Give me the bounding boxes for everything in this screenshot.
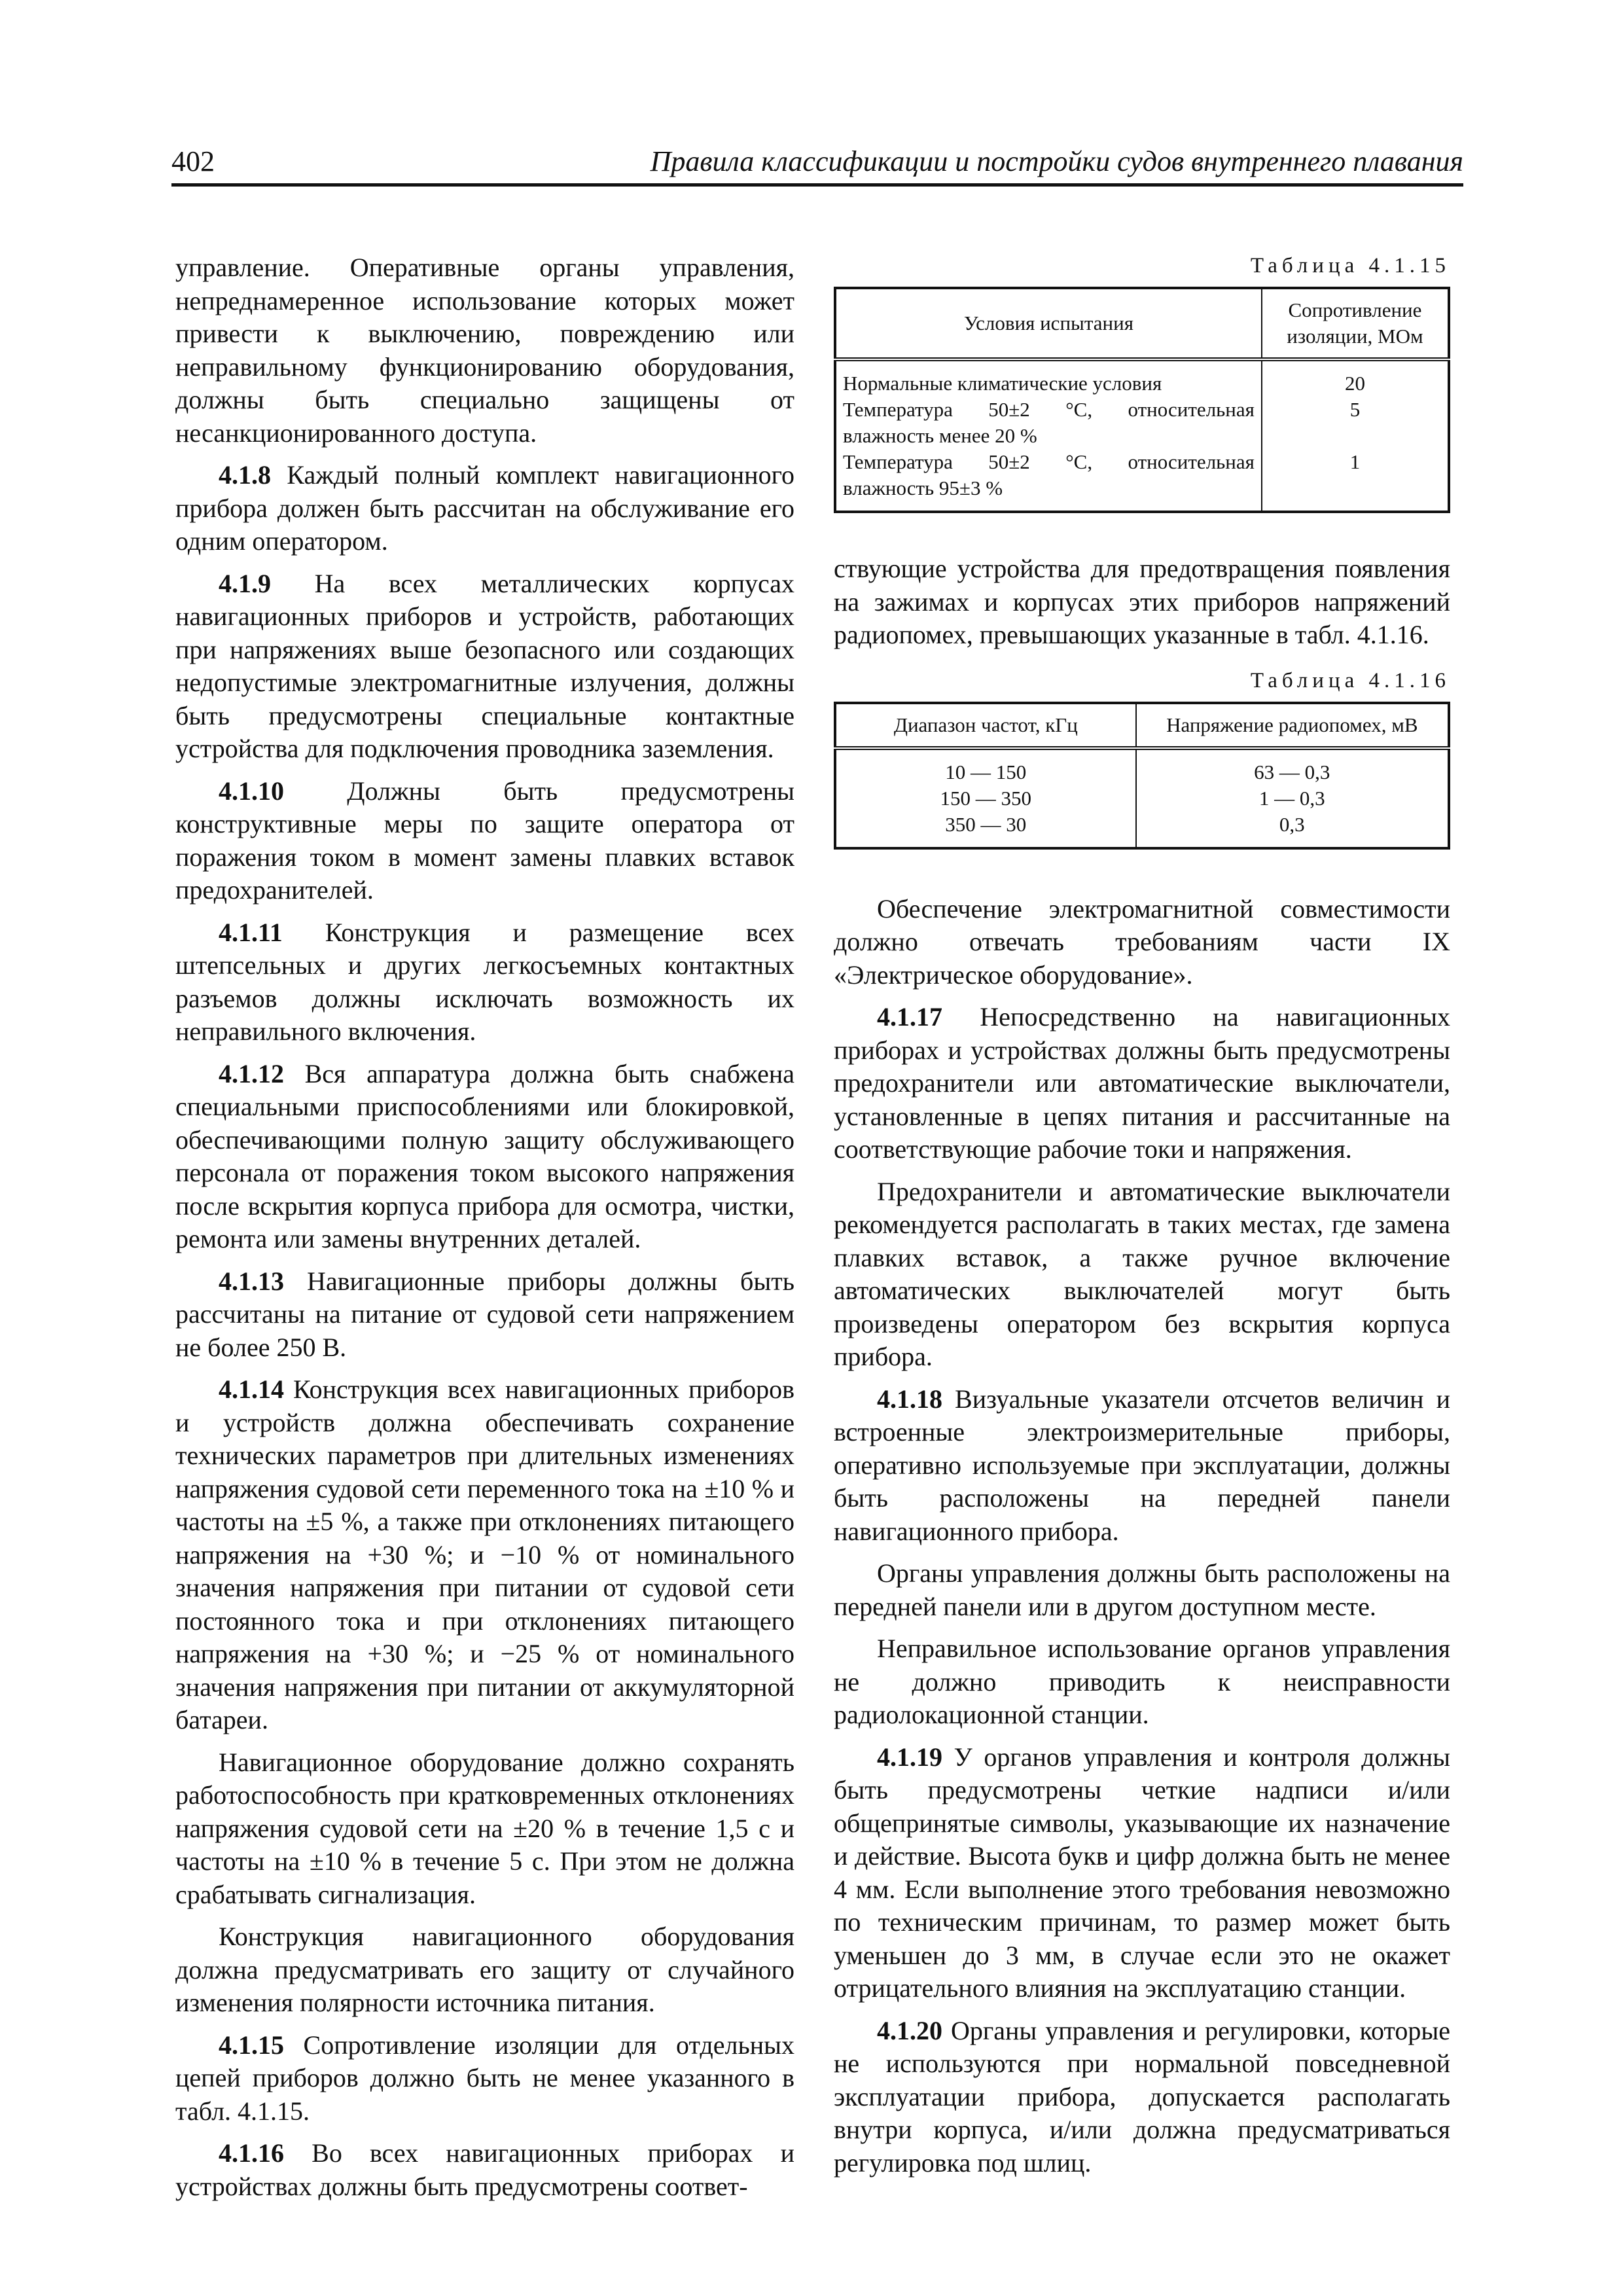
paragraph-4-1-18: 4.1.18 Визуальные указатели отсчетов величин и встроенные электроизмерительные приборы, оперативно используемые при эксплуатации, должны быть расположены на передней панели навигационного прибора. <box>834 1384 1450 1546</box>
table-caption: Таблица 4.1.16 <box>1250 668 1450 692</box>
radio-interference-table <box>834 702 1450 850</box>
paragraph-continuation: управление. Оперативные органы управления, непреднамеренное использование которых может привести к выключению, повреждению или неправильному функционированию оборудования, должны быть специально защищены от несанкционированного доступа. <box>175 253 794 448</box>
paragraph-4-1-8: 4.1.8 Каждый полный комплект навигационного прибора должен быть рассчитан на обслуживание его одним оператором. <box>175 460 794 556</box>
table-row: 10 — 150 63 — 0,3 <box>835 748 1449 785</box>
left-column <box>175 251 794 2203</box>
paragraph-4-1-14-b: Навигационное оборудование должно сохранять работоспособность при кратковременных отклонениях напряжения судовой сети на ±20 % в течение 1,5 с и частоты на ±10 % в течение 5 с. При этом не должна срабатывать сигнализация. <box>175 1747 794 1909</box>
clause-number: 4.1.9 <box>219 568 271 598</box>
clause-number: 4.1.10 <box>219 776 284 806</box>
right-column <box>834 251 1450 2179</box>
paragraph-4-1-14: 4.1.14 Конструкция всех навигационных приборов и устройств должна обеспечивать сохранение технических параметров при длительных изменениях напряжения судовой сети переменного тока на ±10 % и частоты на ±5 %, а также при отклонениях питающего напряжения на +30 %; и −10 % от номинального значения напряжения при питании от судовой сети постоянного тока и при отклонениях питающего напряжения на +30 %; и −25 % от номинального значения напряжения при питании от аккумуляторной батареи. <box>175 1374 794 1734</box>
paragraph-4-1-12: 4.1.12 Вся аппаратура должна быть снабжена специальными приспособлениями или блокировкой, обеспечивающими полную защиту обслуживающего персонала от поражения током высокого напряжения после вскрытия корпуса прибора для осмотра, чистки, ремонта или замены внутренних деталей. <box>175 1058 794 1253</box>
table-header-resistance: Сопротивление изоляции, МОм <box>1262 288 1449 359</box>
paragraph-4-1-13: 4.1.13 Навигационные приборы должны быть рассчитаны на питание от судовой сети напряжением не более 250 В. <box>175 1266 794 1362</box>
paragraph-emc: Обеспечение электромагнитной совместимости должно отвечать требованиям части IX «Электрическое оборудование». <box>834 893 1450 990</box>
insulation-resistance-table <box>834 287 1450 513</box>
clause-number: 4.1.11 <box>219 917 283 947</box>
clause-number: 4.1.12 <box>219 1058 284 1088</box>
clause-number: 4.1.18 <box>877 1384 942 1414</box>
paragraph-4-1-16: 4.1.16 Во всех навигационных приборах и устройствах должны быть предусмотрены соответ- <box>175 2138 794 2201</box>
paragraph-4-1-19: 4.1.19 У органов управления и контроля должны быть предусмотрены четкие надписи и/или общепринятые символы, указывающие их назначение и действие. Высота букв и цифр должна быть не менее 4 мм. Если выполнение этого требования невозможно по техническим причинам, то размер может быть уменьшен до 3 мм, в случае если это не окажет отрицательного влияния на эксплуатацию станции. <box>834 1742 1450 2003</box>
clause-number: 4.1.8 <box>219 460 271 490</box>
paragraph-4-1-20: 4.1.20 Органы управления и регулировки, которые не используются при нормальной повседневной эксплуатации прибора, допускается располагать внутри корпуса, и/или должна предусматриваться регулировка под шлиц. <box>834 2015 1450 2178</box>
table-row: 350 — 30 0,3 <box>835 812 1449 848</box>
table-row: Температура 50±2 °С, относительная влажность менее 20 % 5 <box>835 397 1449 449</box>
paragraph-4-1-11: 4.1.11 Конструкция и размещение всех штепсельных и других легкосъемных контактных разъемов должны исключать возможность их неправильного включения. <box>175 917 794 1046</box>
page-header <box>171 144 1463 187</box>
clause-number: 4.1.19 <box>877 1742 942 1772</box>
paragraph-4-1-17: 4.1.17 Непосредственно на навигационных приборах и устройствах должны быть предусмотрены предохранители или автоматические выключатели, установленные в цепях питания и рассчитанные на соответствующие рабочие токи и напряжения. <box>834 1002 1450 1164</box>
paragraph-4-1-16-continued: ствующие устройства для предотвращения появления на зажимах и корпусах этих приборов напряжений радиопомех, превышающих указанные в табл. 4.1.16. <box>834 554 1450 649</box>
table-header-voltage: Напряжение радиопомех, мВ <box>1136 703 1449 748</box>
running-title: Правила классификации и постройки судов внутреннего плавания <box>650 145 1463 177</box>
table-header-frequency: Диапазон частот, кГц <box>835 703 1136 748</box>
table-row: 150 — 350 1 — 0,3 <box>835 785 1449 812</box>
table-header-conditions: Условия испытания <box>835 288 1262 359</box>
paragraph-4-1-9: 4.1.9 На всех металлических корпусах навигационных приборов и устройств, работающих при напряжениях выше безопасного или создающих недопустимые электромагнитные излучения, должны быть предусмотрены специальные контактные устройства для подключения проводника заземления. <box>175 568 794 763</box>
paragraph-4-1-18-c: Неправильное использование органов управления не должно приводить к неисправности радиолокационной станции. <box>834 1634 1450 1729</box>
clause-number: 4.1.14 <box>219 1374 284 1404</box>
table-caption: Таблица 4.1.15 <box>1250 254 1450 278</box>
table-row: Нормальные климатические условия 20 <box>835 359 1449 397</box>
page-number: 402 <box>171 145 215 177</box>
clause-number: 4.1.13 <box>219 1266 284 1296</box>
paragraph-4-1-10: 4.1.10 Должны быть предусмотрены конструктивные меры по защите оператора от поражения током в момент замены плавких вставок предохранителей. <box>175 776 794 905</box>
clause-number: 4.1.15 <box>219 2030 284 2060</box>
paragraph-4-1-15: 4.1.15 Сопротивление изоляции для отдельных цепей приборов должно быть не менее указанного в табл. 4.1.15. <box>175 2030 794 2126</box>
clause-number: 4.1.17 <box>877 1002 942 1031</box>
clause-number: 4.1.20 <box>877 2015 942 2045</box>
clause-number: 4.1.16 <box>219 2138 284 2168</box>
table-row: Температура 50±2 °С, относительная влажность 95±3 % 1 <box>835 449 1449 512</box>
paragraph-4-1-18-b: Органы управления должны быть расположены на передней панели или в другом доступном месте. <box>834 1558 1450 1621</box>
paragraph-4-1-14-c: Конструкция навигационного оборудования должна предусматривать его защиту от случайного изменения полярности источника питания. <box>175 1922 794 2017</box>
paragraph-4-1-17-b: Предохранители и автоматические выключатели рекомендуется располагать в таких местах, где замена плавких вставок, а также ручное включение автоматических выключателей могут быть произведены оператором без вскрытия корпуса прибора. <box>834 1176 1450 1371</box>
